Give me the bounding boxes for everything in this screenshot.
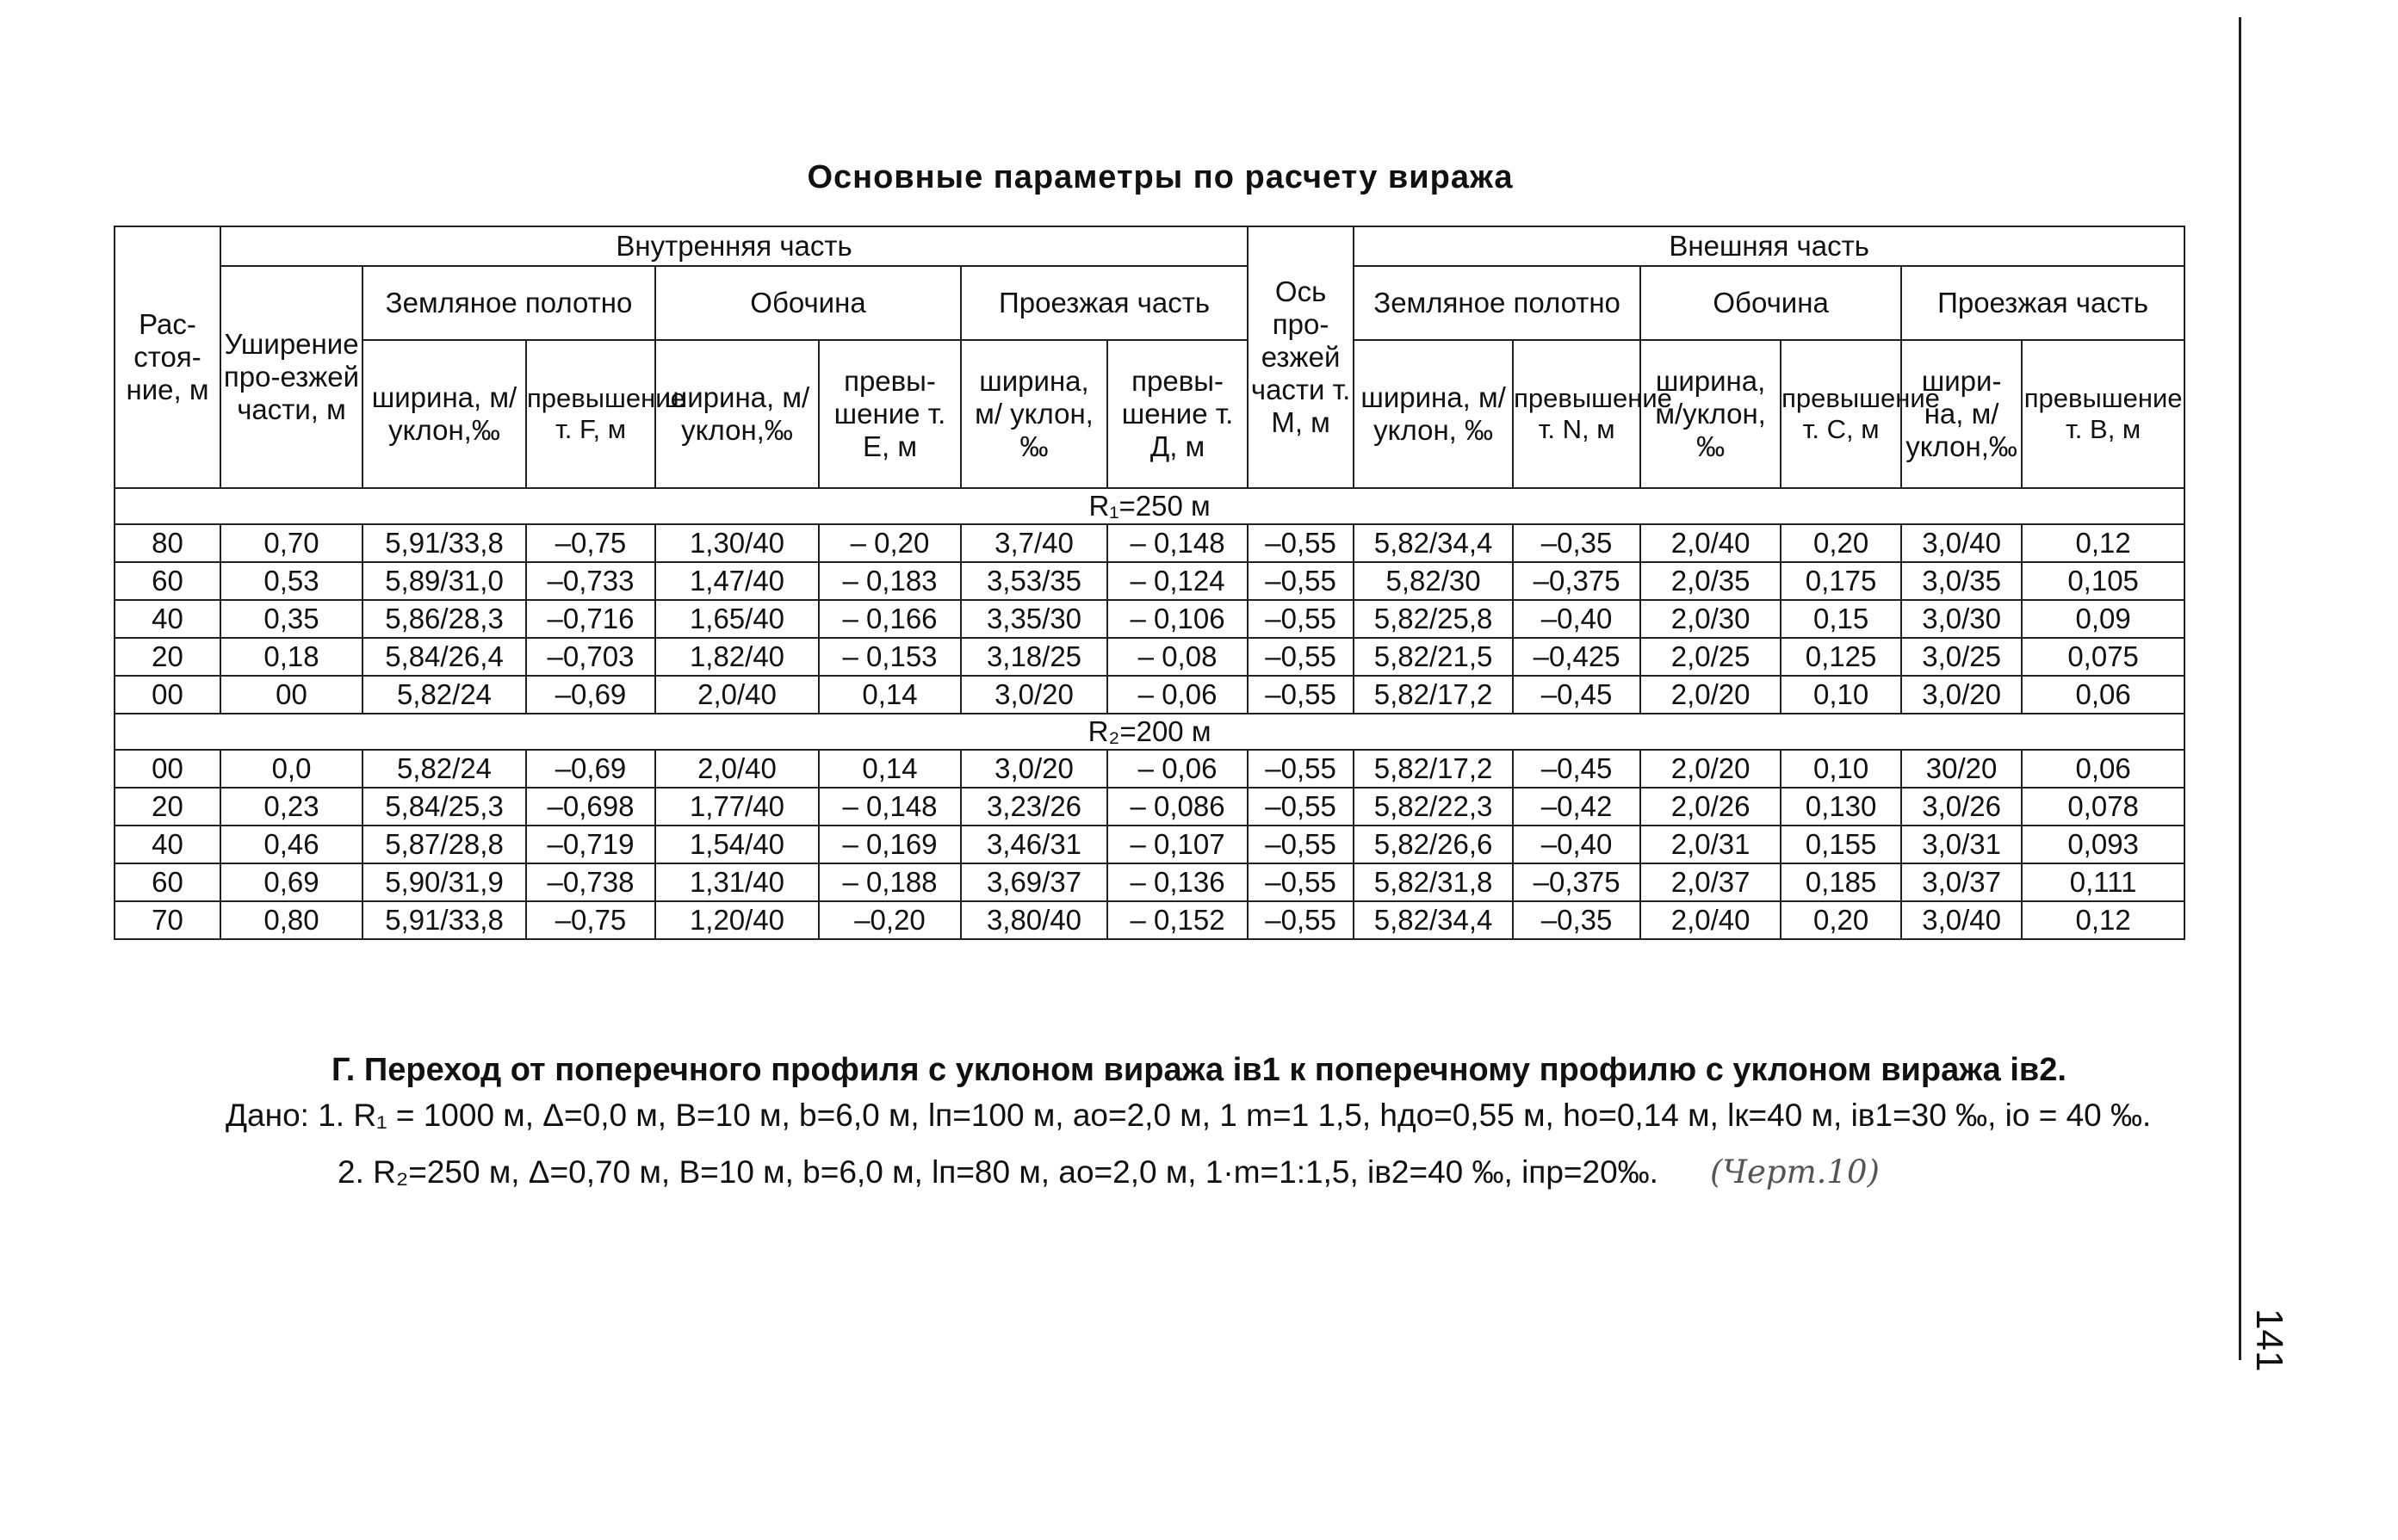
table-cell: 3,23/26: [961, 788, 1107, 826]
table-cell: – 0,086: [1107, 788, 1248, 826]
table-cell: –0,375: [1513, 562, 1640, 600]
table-cell: 0,20: [1781, 524, 1901, 562]
table-cell: 3,46/31: [961, 826, 1107, 863]
table-cell: 3,0/20: [961, 750, 1107, 788]
table-cell: 5,82/17,2: [1354, 750, 1513, 788]
table-cell: 2,0/26: [1640, 788, 1781, 826]
table-cell: –0,20: [819, 901, 961, 939]
table-cell: –0,69: [526, 750, 655, 788]
table-cell: 80: [115, 524, 220, 562]
table-cell: 0,075: [2022, 638, 2184, 676]
section-r1: R₁=250 м: [115, 488, 2184, 524]
table-cell: 0,12: [2022, 524, 2184, 562]
table-row: [115, 788, 2184, 826]
table-cell: –0,375: [1513, 863, 1640, 901]
table-cell: –0,45: [1513, 676, 1640, 714]
table-cell: –0,55: [1248, 788, 1354, 826]
header-col-elev: превышение т. С, м: [1781, 340, 1901, 488]
table-cell: 3,0/31: [1901, 826, 2022, 863]
table-cell: –0,55: [1248, 638, 1354, 676]
section-r2: R₂=200 м: [115, 714, 2184, 750]
table-cell: 00: [115, 676, 220, 714]
parameters-table: [114, 226, 2185, 940]
table-cell: –0,35: [1513, 524, 1640, 562]
table-cell: 0,70: [220, 524, 362, 562]
table-row: [115, 826, 2184, 863]
table-cell: – 0,153: [819, 638, 961, 676]
table-cell: 5,82/17,2: [1354, 676, 1513, 714]
table-cell: 1,31/40: [655, 863, 819, 901]
table-cell: 0,09: [2022, 600, 2184, 638]
header-col-width: ширина, м/уклон, ‰: [1640, 340, 1781, 488]
table-cell: – 0,124: [1107, 562, 1248, 600]
table-cell: 40: [115, 826, 220, 863]
table-cell: –0,719: [526, 826, 655, 863]
header-inner-part: Внутренняя часть: [220, 226, 1248, 266]
table-cell: –0,35: [1513, 901, 1640, 939]
table-cell: –0,55: [1248, 562, 1354, 600]
header-inner-shoulder: Обочина: [655, 266, 961, 340]
table-cell: 2,0/20: [1640, 750, 1781, 788]
header-col-elev: превышение т. В, м: [2022, 340, 2184, 488]
table-cell: – 0,183: [819, 562, 961, 600]
table-cell: 3,0/40: [1901, 524, 2022, 562]
table-cell: – 0,169: [819, 826, 961, 863]
header-outer-shoulder: Обочина: [1640, 266, 1901, 340]
table-cell: 0,15: [1781, 600, 1901, 638]
table-cell: 0,69: [220, 863, 362, 901]
table-cell: 0,185: [1781, 863, 1901, 901]
table-cell: –0,55: [1248, 863, 1354, 901]
table-cell: 3,0/40: [1901, 901, 2022, 939]
table-cell: –0,55: [1248, 901, 1354, 939]
table-cell: 2,0/20: [1640, 676, 1781, 714]
header-widening: Уширение про-езжей части, м: [220, 266, 362, 488]
table-cell: 2,0/37: [1640, 863, 1781, 901]
table-cell: 5,84/26,4: [362, 638, 526, 676]
given-line-2-wrap: [114, 1152, 2197, 1193]
table-row: [115, 562, 2184, 600]
header-col-width: ширина, м/уклон, ‰: [1354, 340, 1513, 488]
header-col-width: ширина, м/уклон,‰: [655, 340, 819, 488]
table-cell: 60: [115, 863, 220, 901]
table-cell: 3,0/20: [1901, 676, 2022, 714]
table-cell: 0,53: [220, 562, 362, 600]
table-row: [115, 863, 2184, 901]
table-cell: –0,55: [1248, 524, 1354, 562]
table-cell: 0,18: [220, 638, 362, 676]
table-cell: 3,0/30: [1901, 600, 2022, 638]
table-cell: 2,0/31: [1640, 826, 1781, 863]
table-cell: – 0,106: [1107, 600, 1248, 638]
table-cell: 3,18/25: [961, 638, 1107, 676]
table-cell: 5,82/30: [1354, 562, 1513, 600]
table-row: [115, 750, 2184, 788]
table-cell: – 0,136: [1107, 863, 1248, 901]
table-cell: 0,06: [2022, 750, 2184, 788]
table-cell: 60: [115, 562, 220, 600]
table-row: [115, 600, 2184, 638]
table-cell: 1,20/40: [655, 901, 819, 939]
table-cell: 0,111: [2022, 863, 2184, 901]
table-cell: 2,0/40: [655, 750, 819, 788]
header-inner-subgrade: Земляное полотно: [362, 266, 655, 340]
header-col-width: шири-на, м/уклон,‰: [1901, 340, 2022, 488]
table-cell: 0,20: [1781, 901, 1901, 939]
table-cell: –0,55: [1248, 676, 1354, 714]
table-cell: 3,0/20: [961, 676, 1107, 714]
table-row: [115, 524, 2184, 562]
table-cell: – 0,152: [1107, 901, 1248, 939]
table-cell: 2,0/40: [1640, 901, 1781, 939]
table-cell: –0,75: [526, 524, 655, 562]
table-cell: 5,87/28,8: [362, 826, 526, 863]
table-cell: – 0,06: [1107, 750, 1248, 788]
table-cell: 3,0/26: [1901, 788, 2022, 826]
table-cell: 1,47/40: [655, 562, 819, 600]
table-cell: – 0,08: [1107, 638, 1248, 676]
table-cell: 5,82/34,4: [1354, 524, 1513, 562]
table-cell: – 0,20: [819, 524, 961, 562]
subheading: Г. Переход от поперечного профиля с уклоном виража iв1 к поперечному профилю с уклоном виража iв2.: [332, 1052, 2066, 1088]
table-cell: – 0,148: [819, 788, 961, 826]
margin-rule: [2239, 17, 2241, 1360]
table-cell: –0,40: [1513, 826, 1640, 863]
table-cell: 0,14: [819, 676, 961, 714]
table-cell: –0,425: [1513, 638, 1640, 676]
given-line-1: Дано: 1. R₁ = 1000 м, Δ=0,0 м, В=10 м, b=6,0 м, lп=100 м, aо=2,0 м, 1 m=1 1,5, hдо=0,55 м, hо=0,14 м, lк=40 м, iв1=30 ‰, iо = 40 ‰.: [226, 1098, 2152, 1133]
table-cell: 2,0/35: [1640, 562, 1781, 600]
header-distance: Рас-стоя-ние, м: [115, 226, 220, 488]
table-cell: 00: [220, 676, 362, 714]
table-cell: 5,82/21,5: [1354, 638, 1513, 676]
table-cell: 5,82/24: [362, 750, 526, 788]
table-row: [115, 676, 2184, 714]
table-cell: 2,0/40: [655, 676, 819, 714]
table-cell: 70: [115, 901, 220, 939]
header-outer-subgrade: Земляное полотно: [1354, 266, 1640, 340]
table-cell: 0,14: [819, 750, 961, 788]
table-cell: – 0,06: [1107, 676, 1248, 714]
table-cell: – 0,166: [819, 600, 961, 638]
header-outer-carriageway: Проезжая часть: [1901, 266, 2184, 340]
table-cell: –0,55: [1248, 600, 1354, 638]
given-block: [114, 1095, 2197, 1193]
given-line-2: 2. R₂=250 м, Δ=0,70 м, В=10 м, b=6,0 м, lп=80 м, aо=2,0 м, 1·m=1:1,5, iв2=40 ‰, iпр=20‰.: [338, 1154, 1658, 1190]
table-cell: 5,91/33,8: [362, 524, 526, 562]
header-col-width: ширина, м/уклон,‰: [362, 340, 526, 488]
header-outer-part: Внешняя часть: [1354, 226, 2184, 266]
table-cell: 1,65/40: [655, 600, 819, 638]
table-cell: 00: [115, 750, 220, 788]
table-row: [115, 638, 2184, 676]
table-cell: 1,54/40: [655, 826, 819, 863]
table-cell: –0,69: [526, 676, 655, 714]
table-cell: –0,55: [1248, 826, 1354, 863]
header-axis: Ось про-езжей части т. М, м: [1248, 226, 1354, 488]
table-cell: 3,53/35: [961, 562, 1107, 600]
table-cell: 0,35: [220, 600, 362, 638]
table-cell: –0,42: [1513, 788, 1640, 826]
table-cell: 5,82/34,4: [1354, 901, 1513, 939]
table-cell: 0,23: [220, 788, 362, 826]
table-cell: 3,0/37: [1901, 863, 2022, 901]
table-cell: 5,86/28,3: [362, 600, 526, 638]
table-cell: 1,30/40: [655, 524, 819, 562]
table-row: [115, 901, 2184, 939]
table-cell: 0,105: [2022, 562, 2184, 600]
table-cell: 0,078: [2022, 788, 2184, 826]
table-cell: –0,75: [526, 901, 655, 939]
page-number: 141: [2248, 1308, 2290, 1372]
table-cell: –0,716: [526, 600, 655, 638]
table-cell: 0,125: [1781, 638, 1901, 676]
table-cell: 5,84/25,3: [362, 788, 526, 826]
table-cell: 0,80: [220, 901, 362, 939]
table-cell: 3,69/37: [961, 863, 1107, 901]
table-title: Основные параметры по расчету виража: [807, 159, 1514, 195]
table-cell: 5,91/33,8: [362, 901, 526, 939]
table-cell: 30/20: [1901, 750, 2022, 788]
table-cell: –0,733: [526, 562, 655, 600]
table-cell: – 0,107: [1107, 826, 1248, 863]
table-cell: –0,698: [526, 788, 655, 826]
handwritten-note: (Черт.10): [1709, 1153, 1880, 1191]
table-cell: 0,0: [220, 750, 362, 788]
table-cell: 5,82/22,3: [1354, 788, 1513, 826]
table-cell: – 0,148: [1107, 524, 1248, 562]
table-cell: 0,175: [1781, 562, 1901, 600]
table-cell: 5,82/26,6: [1354, 826, 1513, 863]
table-cell: – 0,188: [819, 863, 961, 901]
table-cell: –0,40: [1513, 600, 1640, 638]
header-col-elev: превышение т. N, м: [1513, 340, 1640, 488]
table-cell: 0,155: [1781, 826, 1901, 863]
table-cell: 3,35/30: [961, 600, 1107, 638]
table-cell: 3,80/40: [961, 901, 1107, 939]
table-cell: –0,55: [1248, 750, 1354, 788]
header-col-elev: превы-шение т. Д, м: [1107, 340, 1248, 488]
header-col-width: ширина, м/ уклон, ‰: [961, 340, 1107, 488]
table-cell: 5,90/31,9: [362, 863, 526, 901]
table-cell: 5,82/25,8: [1354, 600, 1513, 638]
table-cell: 5,82/31,8: [1354, 863, 1513, 901]
table-cell: –0,45: [1513, 750, 1640, 788]
table-cell: 0,10: [1781, 750, 1901, 788]
table-cell: –0,703: [526, 638, 655, 676]
table-cell: 20: [115, 638, 220, 676]
table-cell: 5,89/31,0: [362, 562, 526, 600]
table-cell: 0,10: [1781, 676, 1901, 714]
table-cell: 2,0/30: [1640, 600, 1781, 638]
header-col-elev: превы-шение т. Е, м: [819, 340, 961, 488]
table-cell: 0,12: [2022, 901, 2184, 939]
table-cell: –0,738: [526, 863, 655, 901]
table-cell: 20: [115, 788, 220, 826]
table-cell: 0,093: [2022, 826, 2184, 863]
table-cell: 0,46: [220, 826, 362, 863]
table-cell: 40: [115, 600, 220, 638]
header-col-elev: превышение т. F, м: [526, 340, 655, 488]
header-inner-carriageway: Проезжая часть: [961, 266, 1248, 340]
table-cell: 3,7/40: [961, 524, 1107, 562]
table-cell: 2,0/40: [1640, 524, 1781, 562]
table-cell: 5,82/24: [362, 676, 526, 714]
table-cell: 2,0/25: [1640, 638, 1781, 676]
table-cell: 3,0/35: [1901, 562, 2022, 600]
table-cell: 0,130: [1781, 788, 1901, 826]
table-cell: 1,77/40: [655, 788, 819, 826]
table-cell: 1,82/40: [655, 638, 819, 676]
table-cell: 0,06: [2022, 676, 2184, 714]
table-cell: 3,0/25: [1901, 638, 2022, 676]
